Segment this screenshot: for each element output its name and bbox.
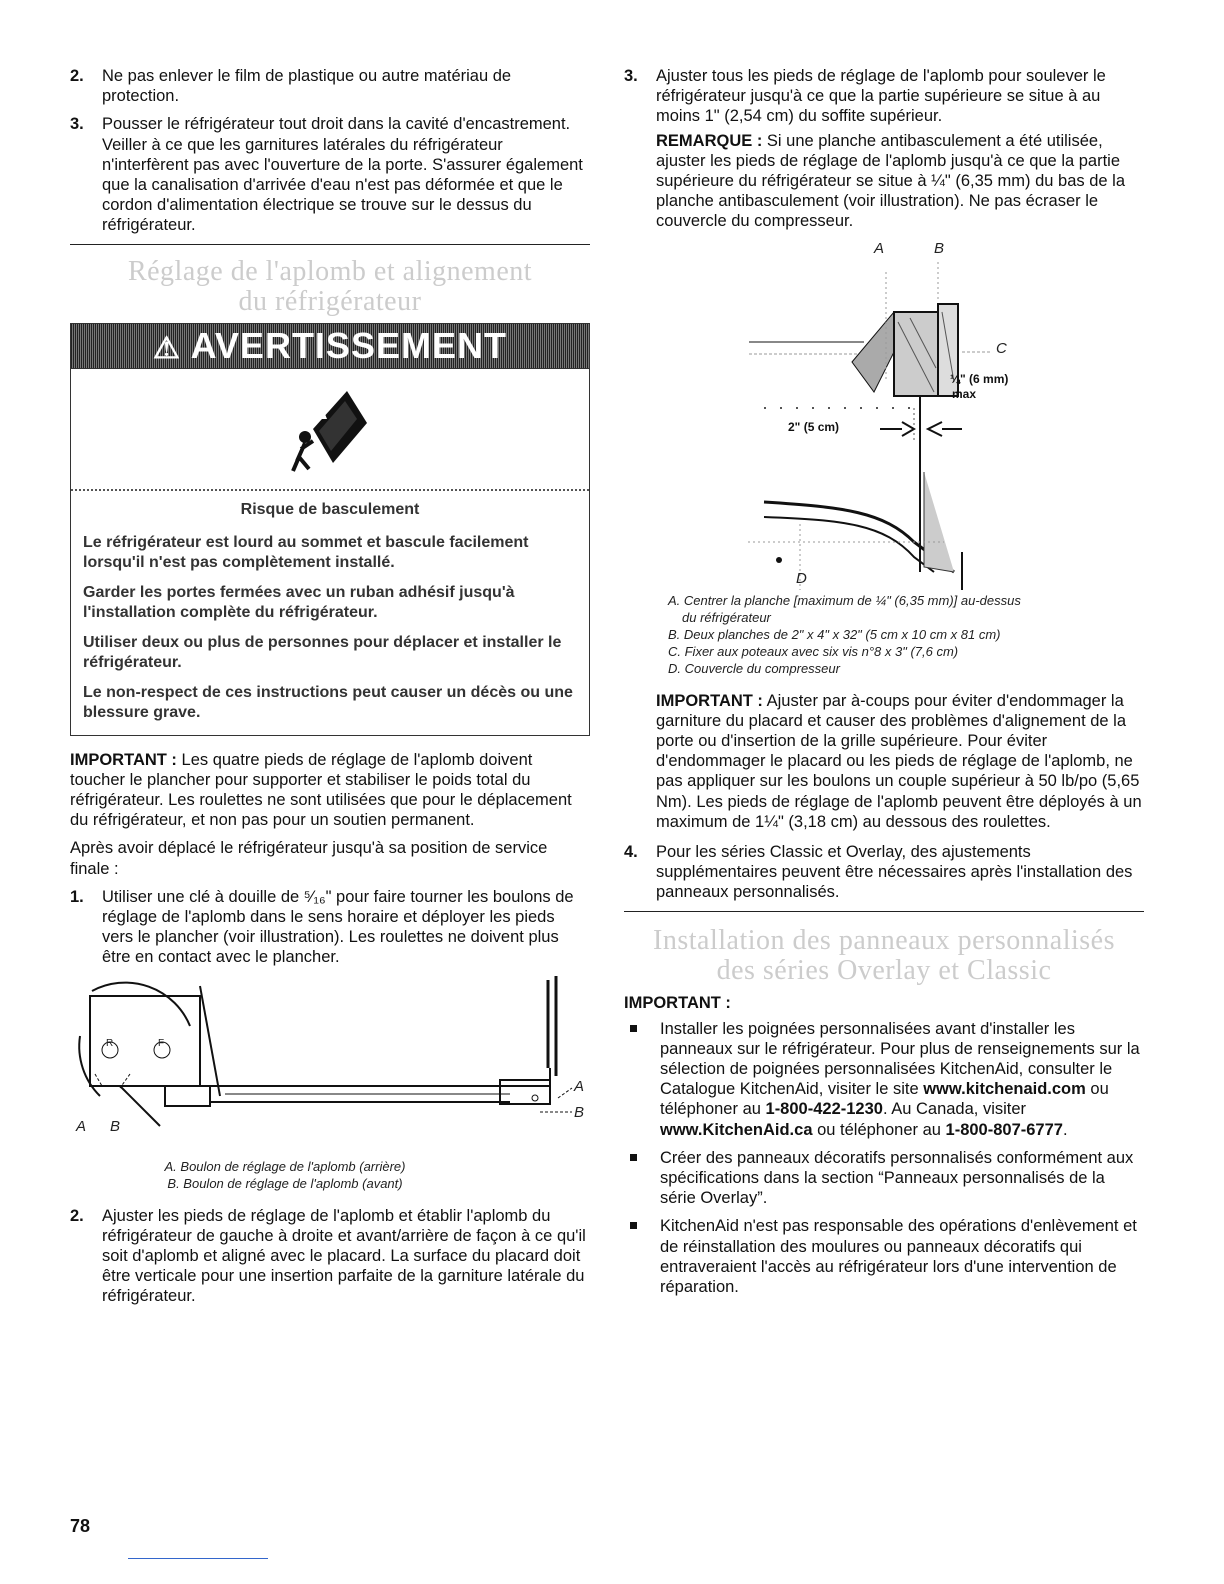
two-inch-label: 2" (5 cm)	[788, 419, 840, 434]
item-text: Ne pas enlever le film de plastique ou autre matériau de protection.	[102, 67, 512, 106]
warning-text: Le réfrigérateur est lourd au sommet et bascule facilement lorsqu'il n'est pas complètement installé.	[83, 533, 529, 571]
important-paragraph: IMPORTANT : Ajuster par à-coups pour éviter d'endommager la garniture du placard et causer des problèmes d'alignement de la porte ou d'insertion de la grille supérieure. Pour éviter d'endommager le placard ou les pieds de réglage de l'aplomb, ne pas appliquer sur les boulons un couple supérieur à 50 lb/po (5,65 Nm). Les pieds de réglage de l'aplomb peuvent être déployés à un maximum de 1¼" (3,18 cm) au dessous des roulettes.	[656, 691, 1142, 831]
section-divider	[70, 244, 590, 245]
footer-line	[128, 1558, 268, 1559]
figure-label-b: B	[110, 1117, 121, 1135]
bullet-icon	[630, 1154, 637, 1161]
right-column	[624, 66, 1144, 1305]
list-item	[70, 887, 590, 968]
figure-captions	[624, 592, 1144, 677]
list-item	[70, 1206, 590, 1307]
bullet-list	[624, 1019, 1144, 1298]
figure-caption: D. Couvercle du compresseur	[668, 660, 840, 676]
risk-heading: Risque de basculement	[240, 500, 420, 518]
front-bolt-marker: F	[158, 1037, 165, 1049]
item-number: 2.	[70, 67, 84, 85]
anti-tip-figure	[624, 239, 1144, 592]
kitchenaid-ca-url-link[interactable]: www.KitchenAid.ca	[660, 1120, 813, 1139]
kitchenaid-url-link[interactable]: www.kitchenaid.com	[923, 1080, 1086, 1099]
after-move-text: Après avoir déplacé le réfrigérateur jusqu'à sa position de service finale :	[70, 839, 548, 878]
section-title: Réglage de l'aplomb et alignement du réfrigérateur	[127, 255, 533, 317]
list-item	[70, 66, 590, 106]
quarter-inch-label: ¼" (6 mm)	[950, 371, 1009, 386]
remarque-block	[624, 131, 1144, 232]
bullet-text: Créer des panneaux décoratifs personnalisés conformément aux spécifications dans la section “Panneaux personnalisés de la série Overlay”.	[660, 1148, 1134, 1208]
figure-caption: du réfrigérateur	[682, 609, 771, 625]
important-block	[624, 691, 1144, 832]
item-text: Ajuster tous les pieds de réglage de l'aplomb pour soulever le réfrigérateur jusqu'à ce que la partie supérieure se situe à au moins 1" (2,54 cm) du soffite supérieur.	[656, 67, 1106, 126]
important-heading: IMPORTANT :	[624, 993, 731, 1012]
warning-text: Garder les portes fermées avec un ruban adhésif jusqu'à l'installation complète du réfrigérateur.	[83, 583, 515, 621]
figure-label-d: D	[796, 569, 807, 587]
warning-box	[70, 323, 590, 736]
leveling-figure	[70, 976, 590, 1146]
item-text: Ajuster les pieds de réglage de l'aplomb et établir l'aplomb du réfrigérateur de gauche à droite et avant/arrière de façon à ce qu'il soit d'aplomb et aligné avec le placard. La surface du placard doit être verticale pour une insertion parfaite de la garniture latérale du réfrigérateur.	[102, 1206, 586, 1306]
list-item	[70, 114, 590, 235]
figure-caption: A. Centrer la planche [maximum de ¼" (6,35 mm)] au-dessus	[668, 592, 1021, 608]
warning-text: Le non-respect de ces instructions peut causer un décès ou une blessure grave.	[83, 683, 573, 721]
section-divider	[624, 911, 1144, 912]
bullet-text: KitchenAid n'est pas responsable des opérations d'enlèvement et de réinstallation des moulures ou panneaux décoratifs qui entraveraient l'accès au réfrigérateur lors d'une intervention de réparation.	[660, 1217, 1137, 1297]
item-text: Utiliser une clé à douille de ⁵⁄₁₆" pour faire tourner les boulons de réglage de l'aplomb dans le sens horaire et déployer les pieds vers le plancher (voir illustration). Les roulettes ne doivent plus être en contact avec le plancher.	[102, 887, 574, 967]
anti-tip-illustration	[624, 239, 1144, 592]
list-item	[626, 1216, 1144, 1297]
list-item	[626, 1148, 1144, 1209]
bullet-icon	[630, 1025, 637, 1032]
phone-number: 1-800-422-1230	[765, 1100, 883, 1119]
figure-label-a: A	[574, 1077, 585, 1095]
item-number: 1.	[70, 887, 84, 906]
leveling-illustration	[70, 976, 590, 1146]
figure-caption: B. Deux planches de 2" x 4" x 32" (5 cm x 10 cm x 81 cm)	[668, 626, 1001, 642]
bullet-icon	[630, 1222, 637, 1229]
warning-triangle-icon: ⚠	[153, 331, 181, 365]
item-text: Pousser le réfrigérateur tout droit dans la cavité d'encastrement. Veiller à ce que les garnitures latérales du réfrigérateur n'interfèrent pas avec l'ouverture de la porte. S'assurer également que la canalisation d'arrivée d'eau n'est pas déformée et que le cordon d'alimentation électrique se trouve sur le dessus du réfrigérateur.	[102, 115, 583, 235]
figure-caption: C. Fixer aux poteaux avec six vis n°8 x 3" (7,6 cm)	[668, 643, 959, 659]
warning-body	[71, 489, 589, 735]
item-number: 2.	[70, 1206, 84, 1225]
figure-label-a: A	[76, 1117, 87, 1135]
figure-label-a: A	[874, 239, 885, 257]
figure-label-b: B	[934, 239, 945, 257]
figure-label-b: B	[574, 1103, 585, 1121]
bullet-text: Installer les poignées personnalisées avant d'installer les panneaux sur le réfrigérateur. Pour plus de renseignements sur la sélection de poignées personnalisées KitchenAid, consulter le Catalogue KitchenAid, visiter le site www.kitchenaid.com ou téléphoner au 1-800-422-1230. Au Canada, visiter www.KitchenAid.ca ou téléphoner au 1-800-807-6777.	[660, 1019, 1140, 1139]
remarque-paragraph: REMARQUE : Si une planche antibasculement a été utilisée, ajuster les pieds de réglage de l'aplomb jusqu'à ce que la partie supérieure du réfrigérateur se situe à ¼" (6,35 mm) du bas de la planche antibasculement (voir illustration). Ne pas écraser le couvercle du compresseur.	[656, 131, 1126, 231]
tip-over-icon	[275, 379, 385, 479]
list-item	[624, 842, 1144, 903]
section-title: Installation des panneaux personnalisés des séries Overlay et Classic	[653, 924, 1115, 986]
left-column	[70, 66, 590, 1315]
phone-number: 1-800-807-6777	[945, 1120, 1063, 1139]
figure-caption: A. Boulon de réglage de l'aplomb (arrière)	[164, 1158, 406, 1174]
list-item	[624, 66, 1144, 127]
figure-caption: B. Boulon de réglage de l'aplomb (avant)	[167, 1175, 403, 1191]
max-label: max	[952, 386, 977, 401]
rear-bolt-marker: R	[106, 1037, 114, 1049]
warning-text: Utiliser deux ou plus de personnes pour déplacer et installer le réfrigérateur.	[83, 633, 562, 671]
tip-over-icon-area	[71, 368, 589, 489]
item-text: Pour les séries Classic et Overlay, des ajustements supplémentaires peuvent être nécessaires après l'installation des panneaux personnalisés.	[656, 843, 1133, 902]
warning-header	[71, 324, 589, 368]
list-item	[626, 1019, 1144, 1140]
item-number: 4.	[624, 843, 638, 862]
important-paragraph: IMPORTANT : Les quatre pieds de réglage de l'aplomb doivent toucher le plancher pour supporter et stabiliser le poids total du réfrigérateur. Les roulettes ne sont utilisées que pour le déplacement du réfrigérateur, et non pas pour un soutien permanent.	[70, 750, 572, 830]
figure-label-c: C	[996, 339, 1007, 357]
warning-title: ⚠ AVERTISSEMENT	[153, 324, 507, 366]
page-number: 78	[70, 1516, 91, 1536]
item-number: 3.	[624, 67, 638, 85]
item-number: 3.	[70, 115, 84, 134]
